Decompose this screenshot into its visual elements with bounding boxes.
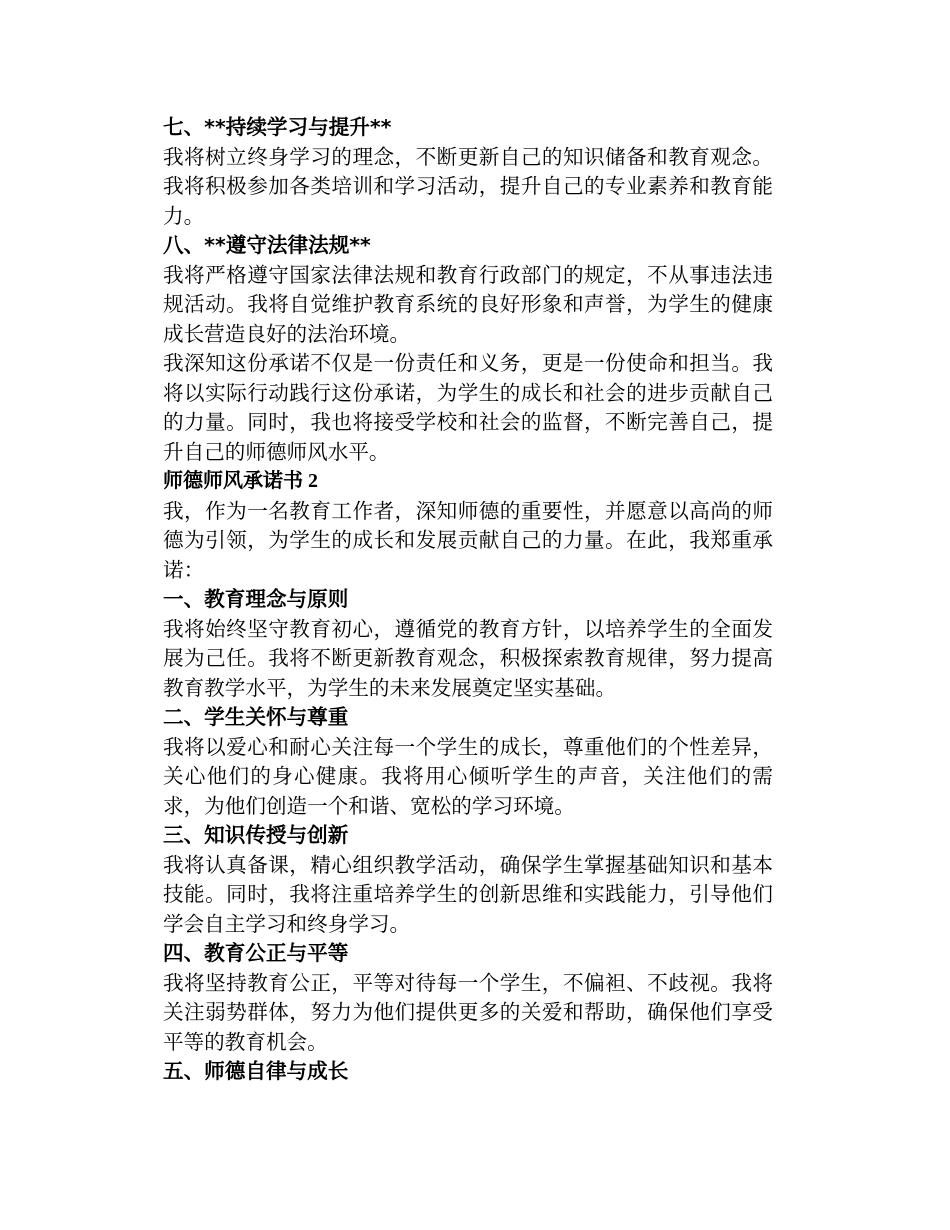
paragraph-commitment-summary: 我深知这份承诺不仅是一份责任和义务，更是一份使命和担当。我将以实际行动践行这份承诺，为学生的成长和社会的进步贡献自己的力量。同时，我也将接受学校和社会的监督，不断完善自己，提升自己的师德师风水平。 [163, 351, 773, 464]
section-heading-self-discipline: 五、师德自律与成长 [163, 1059, 349, 1083]
paragraph-educational-philosophy: 我将始终坚守教育初心，遵循党的教育方针，以培养学生的全面发展为己任。我将不断更新教育观念，积极探索教育规律，努力提高教育教学水平，为学生的未来发展奠定坚实基础。 [163, 616, 773, 700]
document-page [163, 113, 773, 1087]
section-heading-knowledge-innovation: 三、知识传授与创新 [163, 823, 349, 847]
paragraph-pledge-intro: 我，作为一名教育工作者，深知师德的重要性，并愿意以高尚的师德为引领，为学生的成长和发展贡献自己的力量。在此，我郑重承诺： [163, 498, 773, 582]
section-heading-educational-philosophy: 一、教育理念与原则 [163, 587, 349, 611]
section-heading-obey-laws: 八、**遵守法律法规** [163, 233, 371, 257]
paragraph-obey-laws: 我将严格遵守国家法律法规和教育行政部门的规定，不从事违法违规活动。我将自觉维护教育系统的良好形象和声誉，为学生的健康成长营造良好的法治环境。 [163, 262, 773, 346]
paragraph-student-care: 我将以爱心和耐心关注每一个学生的成长，尊重他们的个性差异，关心他们的身心健康。我将用心倾听学生的声音，关注他们的需求，为他们创造一个和谐、宽松的学习环境。 [163, 734, 773, 818]
paragraph-fairness-equality: 我将坚持教育公正，平等对待每一个学生，不偏袒、不歧视。我将关注弱势群体，努力为他们提供更多的关爱和帮助，确保他们享受平等的教育机会。 [163, 970, 773, 1054]
section-heading-fairness-equality: 四、教育公正与平等 [163, 941, 349, 965]
paragraph-continuous-learning: 我将树立终身学习的理念，不断更新自己的知识储备和教育观念。我将积极参加各类培训和学习活动，提升自己的专业素养和教育能力。 [163, 144, 773, 228]
document-title-pledge-2: 师德师风承诺书 2 [163, 470, 318, 492]
section-heading-student-care: 二、学生关怀与尊重 [163, 705, 349, 729]
section-heading-continuous-learning: 七、**持续学习与提升** [163, 115, 392, 139]
paragraph-knowledge-innovation: 我将认真备课，精心组织教学活动，确保学生掌握基础知识和基本技能。同时，我将注重培养学生的创新思维和实践能力，引导他们学会自主学习和终身学习。 [163, 852, 773, 936]
